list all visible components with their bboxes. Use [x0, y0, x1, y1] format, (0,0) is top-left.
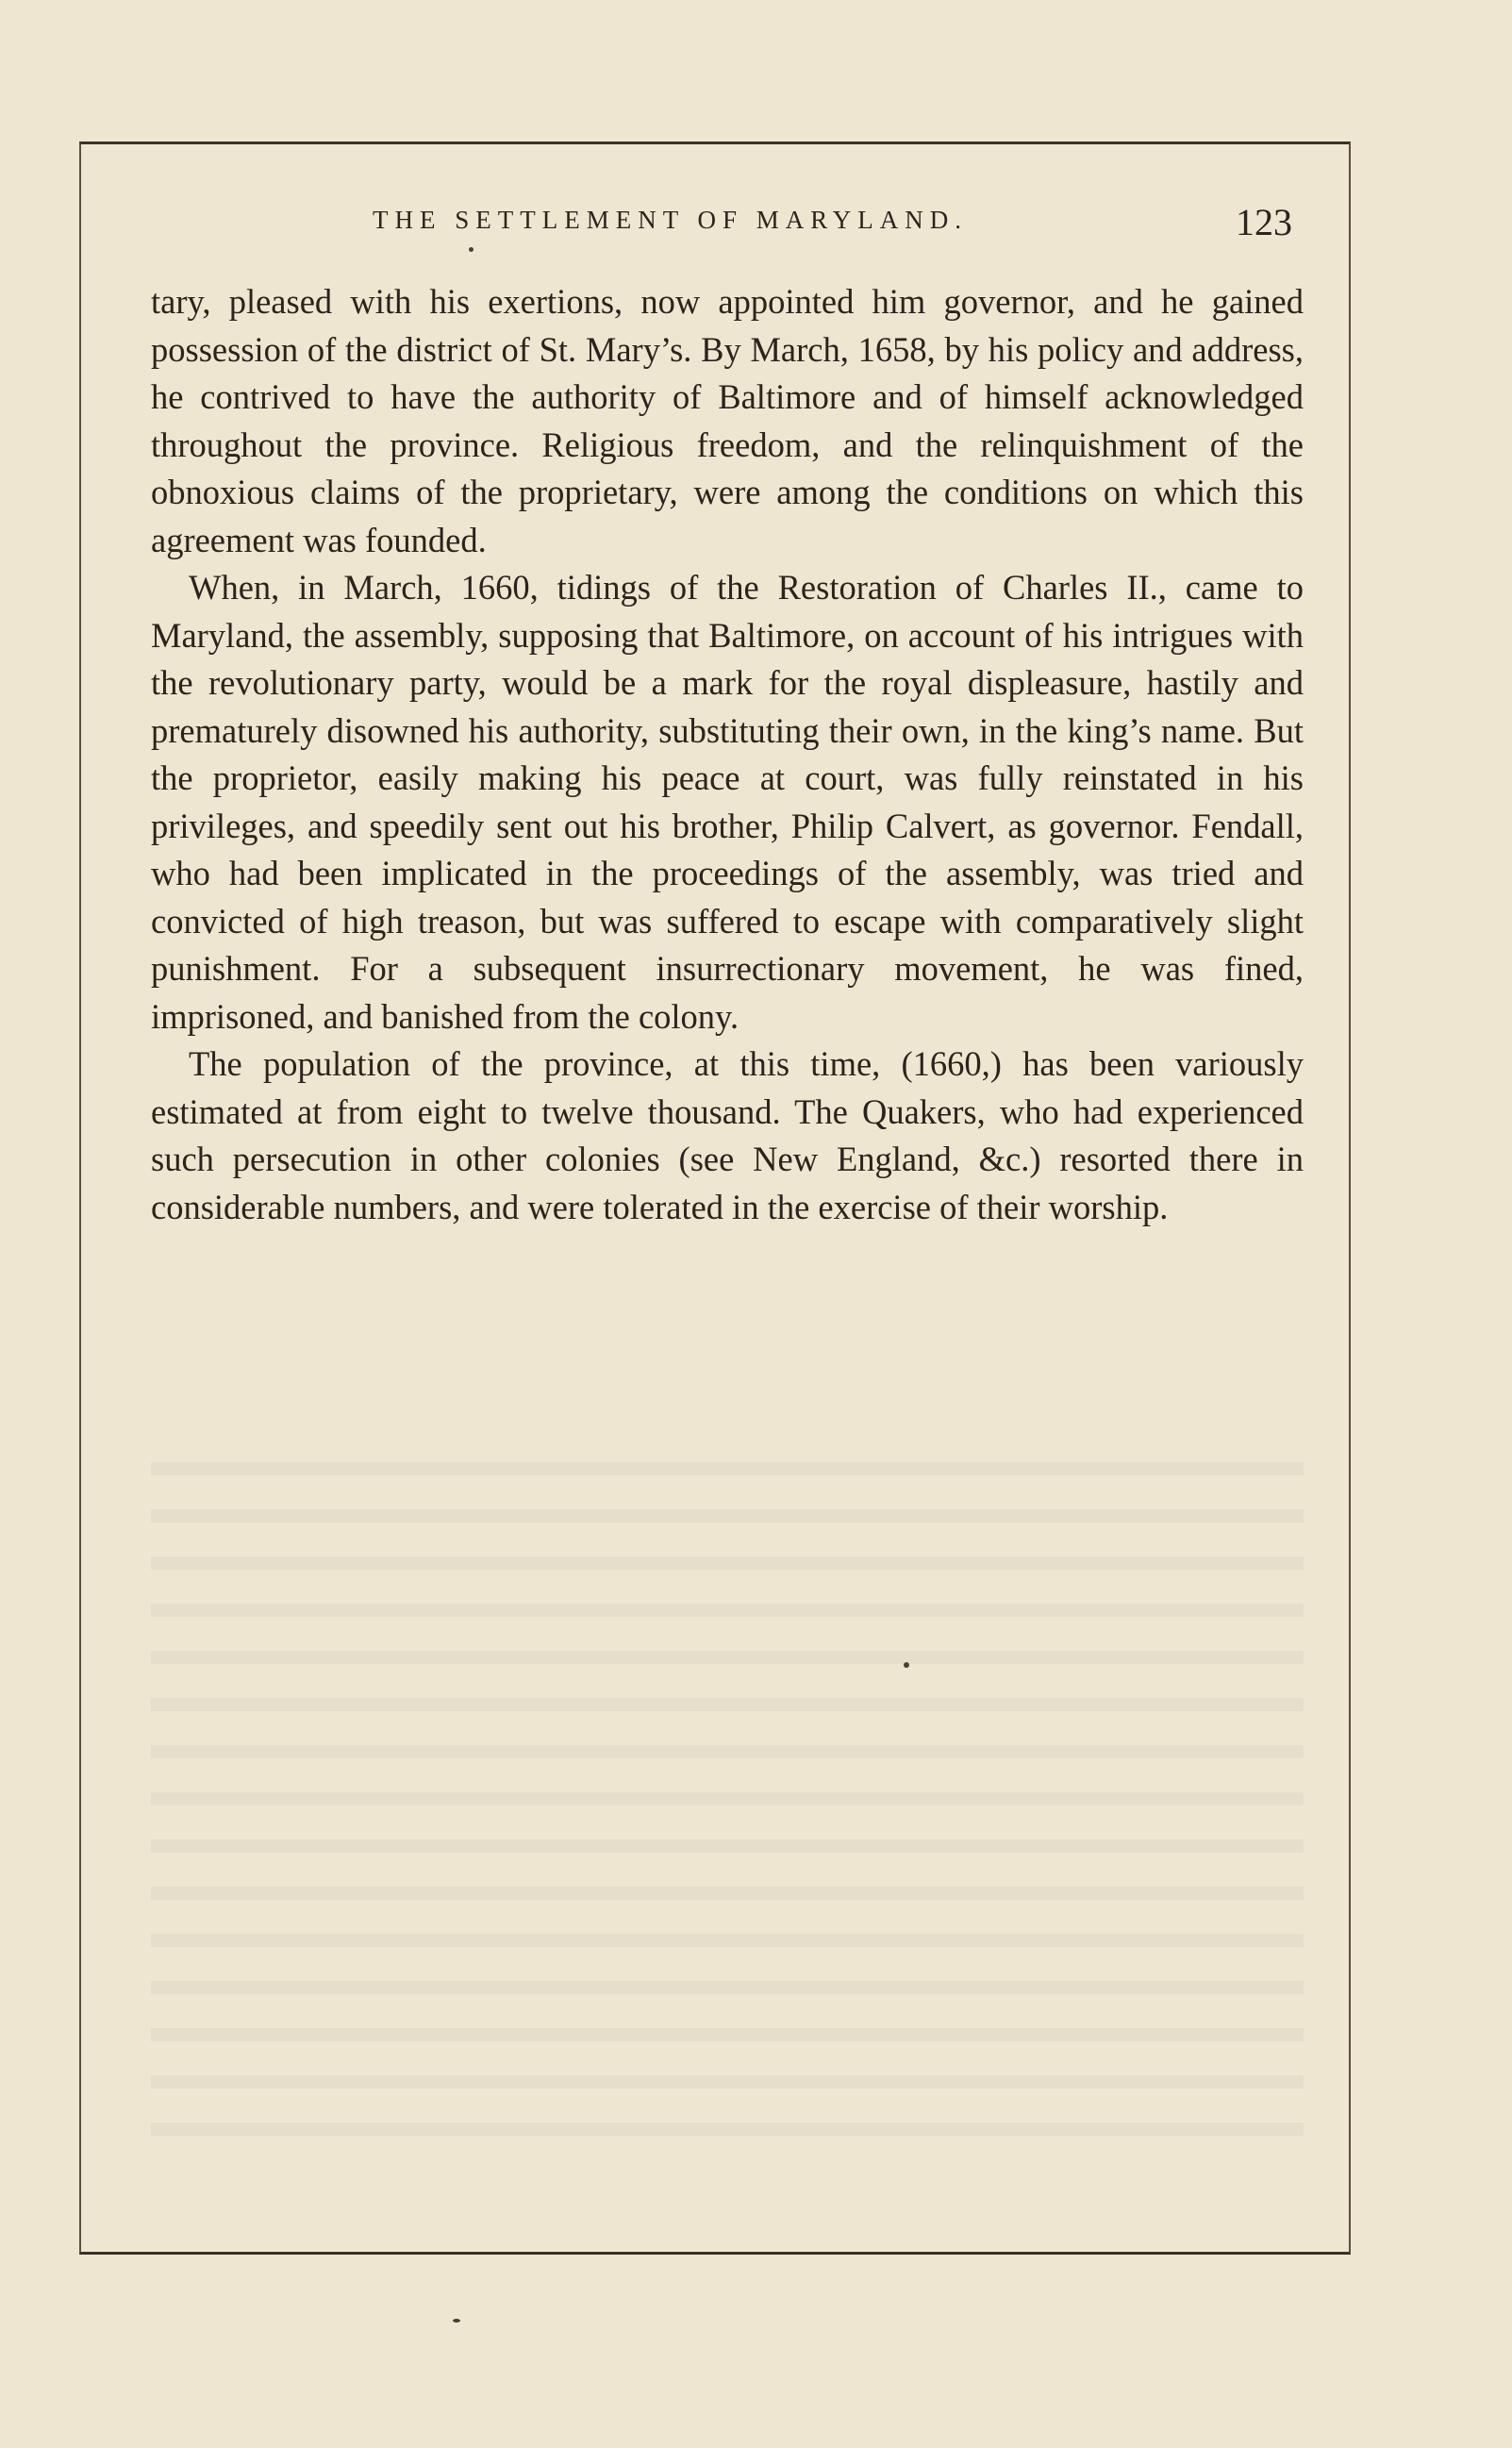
- paragraph-1: tary, pleased with his exertions, now appointed him governor, and he gained possession of the district of St. Mary’s. By March, 1658, by his policy and address, he contrived to have the authority of Baltimore and of himself acknowledged throughout the province. Religious freedom, and the relinquishment of the obnoxious claims of the proprietary, were among the conditions on which this agreement was founded.: [151, 282, 1304, 559]
- show-through-from-reverse: [151, 1434, 1304, 2170]
- ink-speck: [904, 1662, 909, 1668]
- page-number: 123: [1236, 201, 1292, 243]
- ink-speck: [469, 247, 474, 252]
- running-head-title: THE SETTLEMENT OF MARYLAND.: [373, 206, 968, 234]
- body-text: [151, 278, 1304, 1231]
- paragraph-3: The population of the province, at this time, (1660,) has been variously estimated at from eight to twelve thousand. The Quakers, who had experienced such persecution in other colonies (see New England, &c.) resorted there in considerable numbers, and were tolerated in the exercise of their worship.: [151, 1044, 1304, 1226]
- paragraph-2: When, in March, 1660, tidings of the Restoration of Charles II., came to Maryland, the assembly, supposing that Baltimore, on account of his intrigues with the revolutionary party, would be a mark for the royal displeasure, hastily and prematurely disowned his authority, substituting their own, in the king’s name. But the proprietor, easily making his peace at court, was fully reinstated in his privileges, and speedily sent out his brother, Philip Calvert, as governor. Fendall, who had been implicated in the proceedings of the assembly, was tried and convicted of high treason, but was suffered to escape with comparatively slight punishment. For a subsequent insurrectionary movement, he was fined, imprisoned, and banished from the colony.: [151, 568, 1304, 1036]
- ink-speck: [453, 2319, 460, 2323]
